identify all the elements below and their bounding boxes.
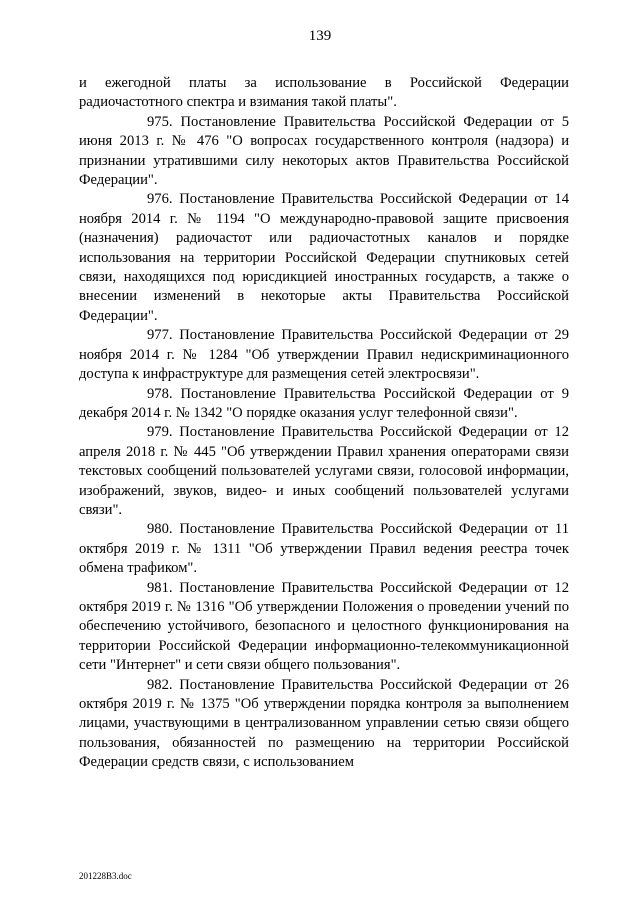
paragraph-978: 978. Постановление Правительства Российской Федерации от 9 декабря 2014 г. № 1342 "О порядке оказания услуг телефонной связи". [79, 385, 569, 421]
paragraph-976: 976. Постановление Правительства Российской Федерации от 14 ноября 2014 г. № 1194 "О международно-правовой защите присвоения (назначения) радиочастот или радиочастотных каналов и порядке использования на территории Российской Федерации спутниковых сетей связи, находящихся под юрисдикцией иностранных государств, а также о внесении изменений в некоторые акты Правительства Российской Федерации". [79, 191, 569, 324]
paragraph-975: 975. Постановление Правительства Российской Федерации от 5 июня 2013 г. № 476 "О вопросах государственного контроля (надзора) и признании утратившими силу некоторых актов Правительства Российской Федерации". [79, 113, 569, 189]
paragraph-980: 980. Постановление Правительства Российской Федерации от 11 октября 2019 г. № 1311 "Об утверждении Правил ведения реестра точек обмена трафиком". [79, 521, 569, 577]
document-body [79, 74, 569, 773]
paragraph-981: 981. Постановление Правительства Российской Федерации от 12 октября 2019 г. № 1316 "Об утверждении Положения о проведении учений по обеспечению устойчивого, безопасного и целостного функционирования на территории Российской Федерации информационно-телекоммуникационной сети "Интернет" и сети связи общего пользования". [79, 579, 569, 674]
page-number: 139 [308, 28, 332, 44]
footer-filename: 201228B3.doc [79, 871, 132, 881]
paragraph-continuation: и ежегодной платы за использование в Российской Федерации радиочастотного спектра и взимания такой платы". [79, 75, 569, 111]
paragraph-977: 977. Постановление Правительства Российской Федерации от 29 ноября 2014 г. № 1284 "Об утверждении Правил недискриминационного доступа к инфраструктуре для размещения сетей электросвязи". [79, 327, 569, 383]
paragraph-979: 979. Постановление Правительства Российской Федерации от 12 апреля 2018 г. № 445 "Об утверждении Правил хранения операторами связи текстовых сообщений пользователей услугами связи, голосовой информации, изображений, звуков, видео- и иных сообщений пользователей услугами связи". [79, 424, 569, 518]
paragraph-982: 982. Постановление Правительства Российской Федерации от 26 октября 2019 г. № 1375 "Об утверждении порядка контроля за выполнением лицами, участвующими в централизованном управлении сетью связи общего пользования, обязанностей по размещению на территории Российской Федерации средств связи, с использованием [79, 676, 569, 771]
